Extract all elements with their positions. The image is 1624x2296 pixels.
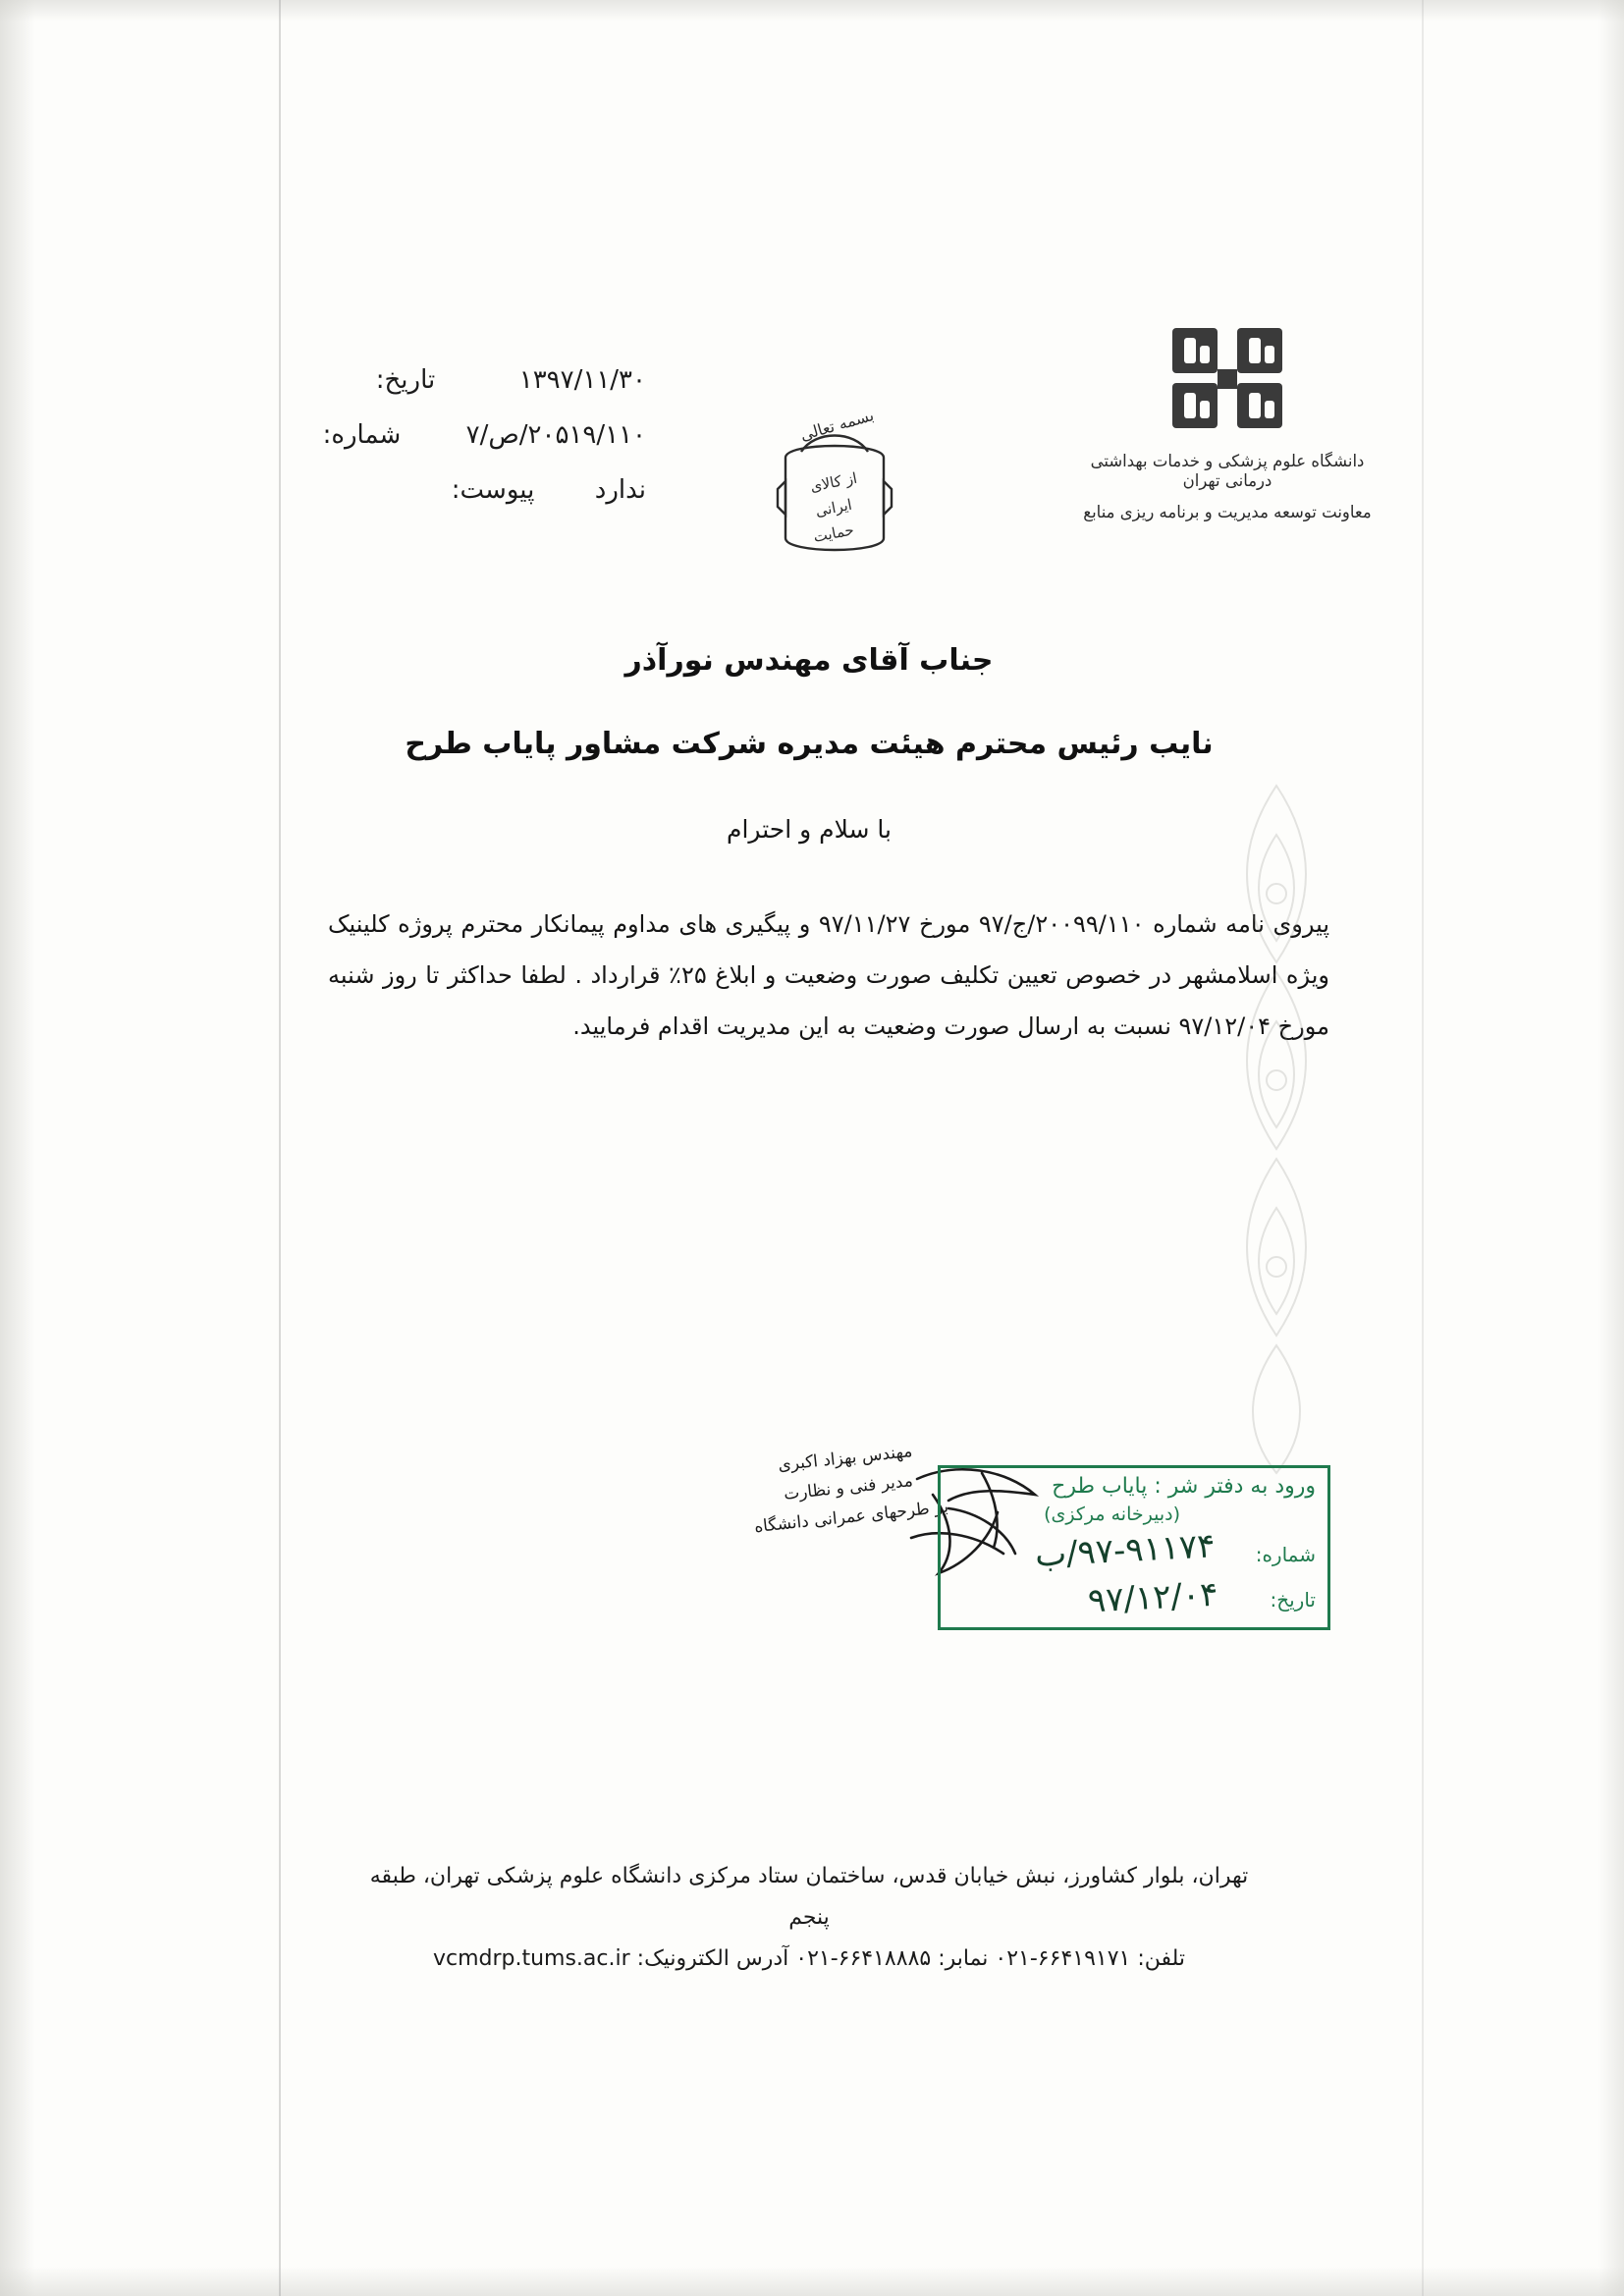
tums-logo-icon (1166, 324, 1288, 434)
besmellah-emblem (756, 391, 913, 587)
scan-edge-shadow-top (0, 0, 1624, 22)
fax-value: ۰۲۱-۶۶۴۱۸۸۸۵ (795, 1946, 932, 1971)
phone-value: ۰۲۱-۶۶۴۱۹۱۷۱ (995, 1946, 1131, 1971)
svg-text:از کالای: از کالای (808, 468, 859, 496)
signature-title-2: بر طرحهای عمرانی دانشگاه (753, 1497, 949, 1538)
decorative-ornament-watermark (1218, 776, 1335, 1483)
stamp-title: ورود به دفتر شر : پایاب طرح (1052, 1474, 1316, 1499)
letter-body (328, 899, 1329, 1052)
scan-edge-shadow-right (1598, 0, 1624, 2296)
paper-fold-line-left (279, 0, 281, 2296)
meta-row-date (234, 365, 646, 395)
fax-label: نمابر: (938, 1946, 989, 1971)
stamp-date-value: ۹۷/۱۲/۰۴ (1087, 1574, 1219, 1621)
signature-title-1: مدیر فنی و نظارت (783, 1471, 914, 1504)
email-value: vcmdrp.tums.ac.ir (432, 1946, 630, 1971)
number-value: ۲۰۵۱۹/۱۱۰/ص/۷ (465, 420, 646, 450)
date-value: ۱۳۹۷/۱۱/۳۰ (518, 365, 646, 395)
signature-name: مهندس بهزاد اکبری (777, 1442, 914, 1476)
footer-address: تهران، بلوار کشاورز، نبش خیابان قدس، ساختمان ستاد مرکزی دانشگاه علوم پزشکی تهران، طبقه پنجم (369, 1864, 1249, 1930)
stamp-subtitle: (دبیرخانه مرکزی) (1044, 1503, 1180, 1525)
attachment-value: ندارد (594, 475, 646, 505)
stamp-date-label: تاریخ: (1270, 1588, 1316, 1612)
scan-edge-shadow-bottom (0, 2267, 1624, 2296)
number-label: شماره: (322, 420, 402, 450)
letter-meta-block (234, 365, 646, 530)
meta-row-attachment (234, 475, 646, 505)
letter-body-paragraph: پیروی نامه شماره ۲۰۰۹۹/۱۱۰/ج/۹۷ مورخ ۹۷/۱۱/۲۷ و پیگیری های مداوم پیمانکار محترم پروژه کلینیک ویژه اسلامشهر در خصوص تعیین تکلیف صورت وضعیت و ابلاغ ۲۵٪ قرارداد . لطفا حداکثر تا روز شنبه مورخ ۹۷/۱۲/۰۴ نسبت به ارسال صورت وضعیت به این مدیریت اقدام فرمایید. (328, 910, 1330, 1040)
organization-name: دانشگاه علوم پزشکی و خدمات بهداشتی درمانی تهران (1090, 452, 1365, 491)
stamp-number-label: شماره: (1255, 1543, 1316, 1566)
scan-edge-shadow-left (0, 0, 35, 2296)
received-stamp (938, 1465, 1330, 1630)
svg-text:ایرانی: ایرانی (813, 495, 854, 520)
phone-label: تلفن: (1137, 1946, 1186, 1971)
footer-contacts (367, 1939, 1251, 1980)
stamp-number-value: ۹۷-۹۱۱۷۴/ب (1034, 1526, 1217, 1575)
paper-fold-line-right (1422, 0, 1424, 2296)
besmellah-text: بسمه تعالی (797, 405, 877, 445)
letter-footer (367, 1856, 1251, 1980)
attachment-label: پیوست: (451, 475, 535, 505)
date-label: تاریخ: (375, 365, 436, 395)
email-label: آدرس الکترونیک: (636, 1946, 789, 1971)
addressee-title: نایب رئیس محترم هیئت مدیره شرکت مشاور پایاب طرح (405, 727, 1214, 761)
svg-text:حمایت: حمایت (811, 520, 856, 546)
salutation: با سلام و احترام (727, 815, 892, 844)
meta-row-number (234, 420, 646, 450)
organization-department: معاونت توسعه مدیریت و برنامه ریزی منابع (1083, 503, 1372, 522)
organization-header (1070, 324, 1384, 522)
addressee-name: جناب آقای مهندس نورآذر (624, 643, 994, 678)
